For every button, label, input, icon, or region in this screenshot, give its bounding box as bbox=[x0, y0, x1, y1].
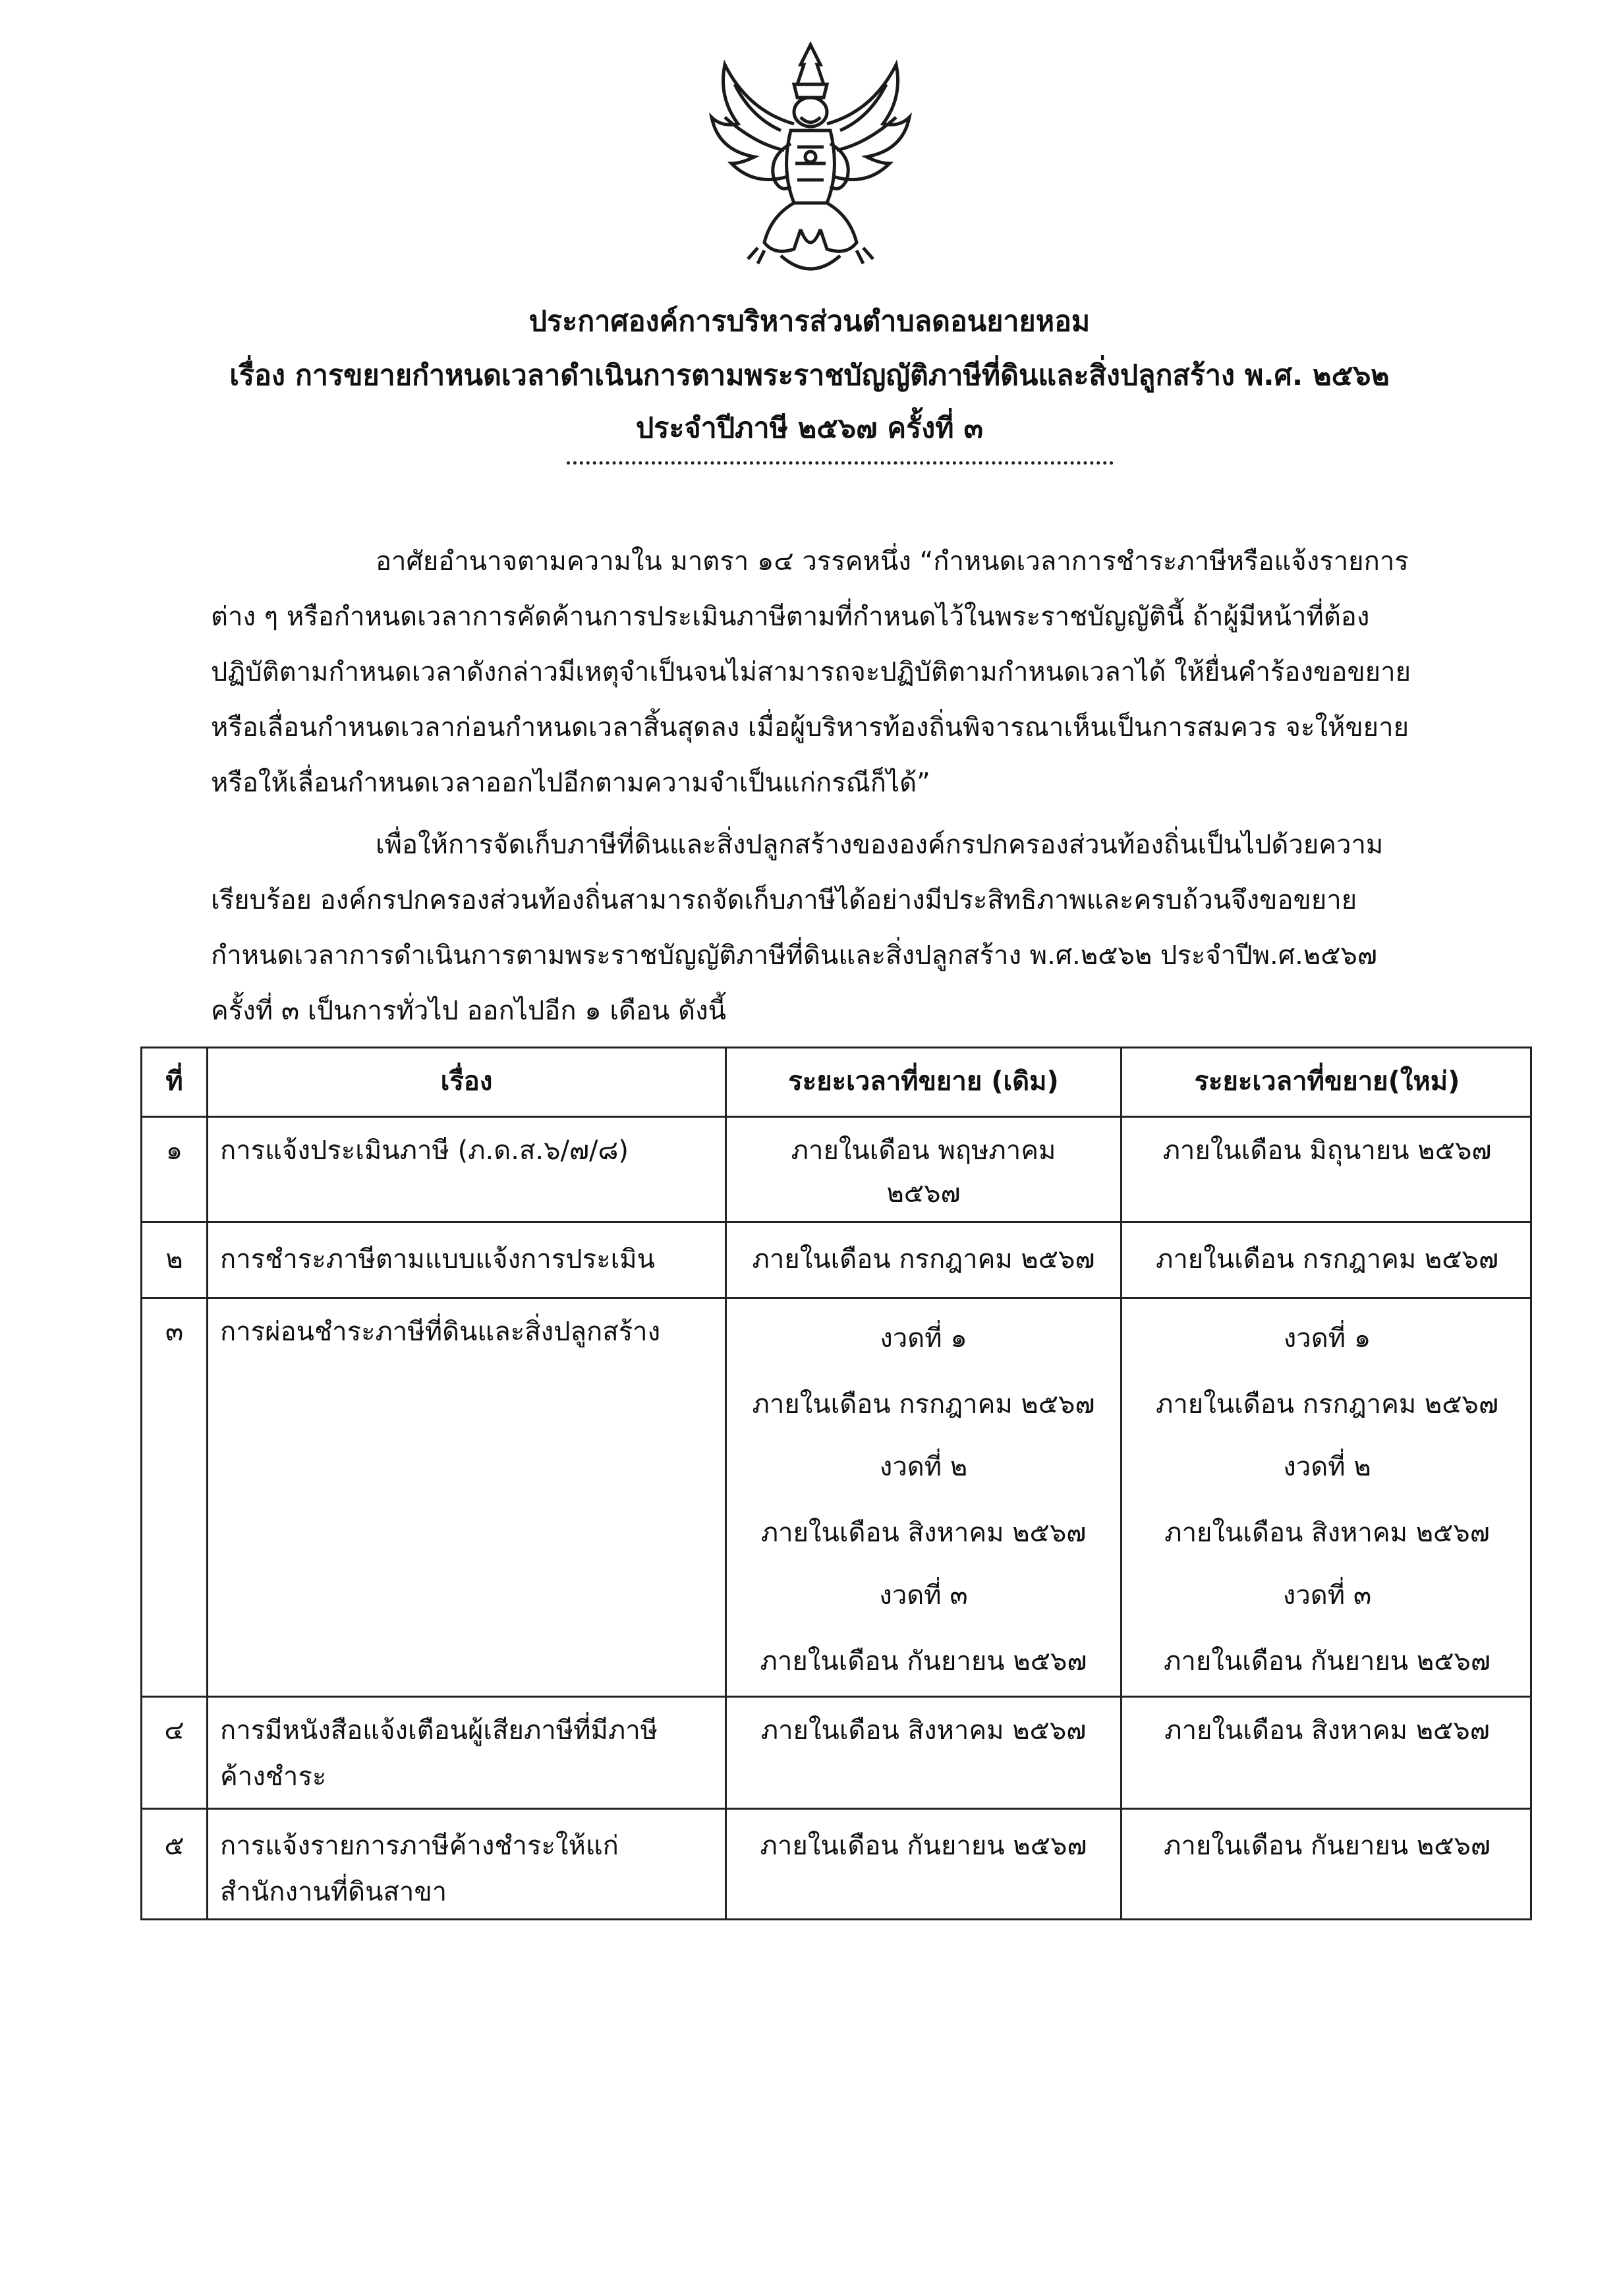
dotted-divider bbox=[567, 461, 1114, 465]
table-header-no: ที่ bbox=[165, 1066, 183, 1097]
table-header-new-period: ระยะเวลาที่ขยาย(ใหม่) bbox=[1194, 1066, 1460, 1097]
table-divider bbox=[142, 1808, 1530, 1810]
table-row-old-period: ภายในเดือน กรกฎาคม ๒๕๖๗ bbox=[752, 1244, 1095, 1275]
announcement-tax-year: ประจำปีภาษี ๒๕๖๗ ครั้งที่ ๓ bbox=[636, 412, 983, 445]
table-row-subject: การมีหนังสือแจ้งเตือนผู้เสียภาษีที่มีภาษี bbox=[220, 1715, 658, 1746]
paragraph-line: ปฏิบัติตามกำหนดเวลาดังกล่าวมีเหตุจำเป็นจนไม่สามารถจะปฏิบัติตามกำหนดเวลาได้ ให้ยื่นคำร้องขอขยาย bbox=[211, 657, 1411, 687]
table-row-new-period: ภายในเดือน กันยายน ๒๕๖๗ bbox=[1164, 1646, 1491, 1677]
table-row-subject: การชำระภาษีตามแบบแจ้งการประเมิน bbox=[220, 1244, 655, 1275]
table-row-new-period: ภายในเดือน กันยายน ๒๕๖๗ bbox=[1164, 1831, 1491, 1861]
table-row-new-period: งวดที่ ๑ bbox=[1283, 1323, 1371, 1354]
table-row-subject: การผ่อนชำระภาษีที่ดินและสิ่งปลูกสร้าง bbox=[220, 1317, 661, 1347]
paragraph-line: หรือเลื่อนกำหนดเวลาก่อนกำหนดเวลาสิ้นสุดลง เมื่อผู้บริหารท้องถิ่นพิจารณาเห็นเป็นการสมควร จะให้ขยาย bbox=[211, 712, 1409, 743]
table-row-new-period: งวดที่ ๒ bbox=[1283, 1452, 1371, 1482]
paragraph-line: ต่าง ๆ หรือกำหนดเวลาการคัดค้านการประเมินภาษีตามที่กำหนดไว้ในพระราชบัญญัตินี้ ถ้าผู้มีหน้าที่ต้อง bbox=[211, 602, 1370, 632]
table-row-subject: การแจ้งรายการภาษีค้างชำระให้แก่ bbox=[220, 1831, 619, 1861]
table-row-subject: ค้างชำระ bbox=[220, 1762, 327, 1792]
table-row-no: ๓ bbox=[165, 1317, 184, 1347]
table-row-old-period: ภายในเดือน กันยายน ๒๕๖๗ bbox=[760, 1831, 1087, 1861]
table-row-new-period: ภายในเดือน กรกฎาคม ๒๕๖๗ bbox=[1155, 1244, 1499, 1275]
table-row-no: ๒ bbox=[165, 1244, 183, 1275]
table-row-old-period: ภายในเดือน กรกฎาคม ๒๕๖๗ bbox=[752, 1389, 1095, 1420]
table-row-new-period: ภายในเดือน สิงหาคม ๒๕๖๗ bbox=[1164, 1518, 1490, 1548]
table-row-old-period: ภายในเดือน กันยายน ๒๕๖๗ bbox=[760, 1646, 1087, 1677]
table-row-old-period: งวดที่ ๒ bbox=[879, 1452, 968, 1482]
paragraph-authority bbox=[211, 534, 1469, 811]
paragraph-line: อาศัยอำนาจตามความใน มาตรา ๑๔ วรรคหนึ่ง “กำหนดเวลาการชำระภาษีหรือแจ้งรายการ bbox=[376, 546, 1409, 577]
paragraph-line: หรือให้เลื่อนกำหนดเวลาออกไปอีกตามความจำเป็นแก่กรณีก็ได้” bbox=[211, 768, 930, 798]
table-row-subject: สำนักงานที่ดินสาขา bbox=[220, 1877, 447, 1907]
table-row-new-period: งวดที่ ๓ bbox=[1282, 1580, 1372, 1611]
paragraph-line: ครั้งที่ ๓ เป็นการทั่วไป ออกไปอีก ๑ เดือน ดังนี้ bbox=[211, 996, 726, 1026]
paragraph-line: กำหนดเวลาการดำเนินการตามพระราชบัญญัติภาษีที่ดินและสิ่งปลูกสร้าง พ.ศ.๒๕๖๒ ประจำปีพ.ศ.๒๕๖๗ bbox=[211, 940, 1377, 971]
table-row-new-period: ภายในเดือน สิงหาคม ๒๕๖๗ bbox=[1164, 1715, 1490, 1746]
table-row-old-period: ภายในเดือน พฤษภาคม bbox=[791, 1135, 1056, 1166]
table-row-new-period: ภายในเดือน มิถุนายน ๒๕๖๗ bbox=[1162, 1135, 1492, 1166]
table-row-old-period: ภายในเดือน สิงหาคม ๒๕๖๗ bbox=[760, 1715, 1087, 1746]
table-row-new-period: ภายในเดือน กรกฎาคม ๒๕๖๗ bbox=[1155, 1389, 1499, 1420]
table-header-subject: เรื่อง bbox=[440, 1066, 493, 1097]
table-divider bbox=[142, 1116, 1530, 1118]
table-row-no: ๑ bbox=[165, 1135, 183, 1166]
table-row-old-period: งวดที่ ๓ bbox=[879, 1580, 968, 1611]
table-header-old-period: ระยะเวลาที่ขยาย (เดิม) bbox=[788, 1066, 1059, 1097]
paragraph-line: เรียบร้อย องค์กรปกครองส่วนท้องถิ่นสามารถจัดเก็บภาษีได้อย่างมีประสิทธิภาพและครบถ้วนจึงขอขยาย bbox=[211, 885, 1357, 915]
paragraph-purpose bbox=[211, 817, 1469, 1039]
table-divider bbox=[142, 1297, 1530, 1299]
announcement-title: ประกาศองค์การบริหารส่วนตำบลดอนยายหอม bbox=[528, 305, 1091, 338]
table-row-old-period: ภายในเดือน สิงหาคม ๒๕๖๗ bbox=[760, 1518, 1087, 1548]
table-row-old-period: งวดที่ ๑ bbox=[880, 1323, 967, 1354]
garuda-emblem-icon bbox=[702, 38, 919, 289]
table-row-old-period: ๒๕๖๗ bbox=[886, 1178, 961, 1209]
table-divider bbox=[206, 1048, 208, 1918]
table-divider bbox=[142, 1696, 1530, 1698]
schedule-table bbox=[140, 1047, 1532, 1920]
table-row-no: ๔ bbox=[164, 1715, 185, 1746]
table-row-subject: การแจ้งประเมินภาษี (ภ.ด.ส.๖/๗/๘) bbox=[220, 1135, 629, 1166]
table-row-no: ๕ bbox=[164, 1831, 185, 1861]
announcement-subject: เรื่อง การขยายกำหนดเวลาดำเนินการตามพระราชบัญญัติภาษีที่ดินและสิ่งปลูกสร้าง พ.ศ. ๒๕๖๒ bbox=[229, 359, 1390, 392]
paragraph-line: เพื่อให้การจัดเก็บภาษีที่ดินและสิ่งปลูกสร้างขององค์กรปกครองส่วนท้องถิ่นเป็นไปด้วยความ bbox=[376, 830, 1384, 860]
